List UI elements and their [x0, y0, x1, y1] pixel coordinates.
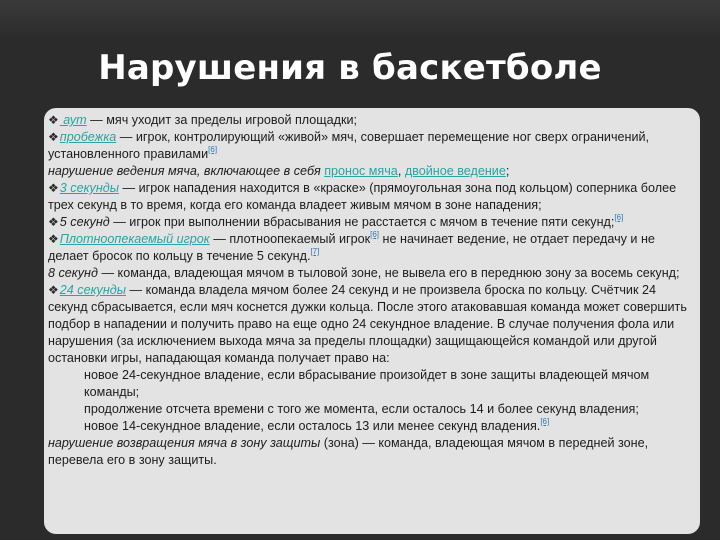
five-text: 5 секунд [59, 215, 110, 229]
item-shot-clock [48, 282, 698, 367]
bullet-icon: ❖ [48, 181, 59, 195]
link-three-seconds[interactable]: 3 секунды [59, 181, 119, 195]
bullet-icon: ❖ [48, 113, 59, 127]
link-aut[interactable]: аут [59, 113, 87, 127]
sub-item-3 [48, 418, 698, 435]
shot-clock-text: — команда владела мячом более 24 секунд и не произвела броска по кольцу. Счётчик 24 секунд сбрасывается, если мяч коснется дужки кольца. После этого атаковавшая команда может совершить подбор в нападении и получить право на еще одно 24 секундное владение. В случае получения фола или нарушения (за исключением выхода мяча за пределы площадки) защищающейся командой или другой остановки игры, нападающая команда получает право на: [48, 283, 687, 365]
item-dribble [48, 163, 698, 180]
item-three-seconds [48, 180, 698, 214]
item-five-seconds [48, 214, 698, 231]
dribble-text2: , включающее в себя [196, 164, 325, 178]
ref-sub3[interactable]: [6] [540, 417, 550, 426]
item-travel [48, 129, 698, 163]
pressed-text: — плотноопекаемый игрок [209, 232, 371, 246]
ref-travel[interactable]: [6] [208, 145, 218, 154]
aut-text: — мяч уходит за пределы игровой площадки; [86, 113, 358, 127]
semicolon: ; [505, 164, 510, 178]
eight-text2: — команда, владеющая мячом в тыловой зоне, не вывела его в переднюю зону за восемь секунд; [97, 266, 680, 280]
sub3-text: новое 14-секундное владение, если осталось 13 или менее секунд владения. [84, 419, 541, 433]
ref-pressed[interactable]: [6] [370, 230, 380, 239]
backcourt-text2: (зона) — команда, владеющая мячом в передней зоне, перевела его в зону защиты. [48, 436, 649, 467]
bullet-icon: ❖ [48, 283, 59, 297]
travel-text: — игрок, контролирующий «живой» мяч, совершает перемещение ног сверх ограничений, установленного правилами [48, 130, 650, 161]
link-double-dribble[interactable]: двойное ведение [404, 164, 506, 178]
dribble-text: нарушение ведения мяча [48, 164, 197, 178]
bullet-icon: ❖ [48, 130, 59, 144]
ref-five[interactable]: [6] [614, 213, 624, 222]
link-shot-clock[interactable]: 24 секунды [59, 283, 126, 297]
sub-item-1: новое 24-секундное владение, если вбрасывание произойдет в зоне защиты владеющей мячом команды; [84, 368, 650, 399]
slide-title: Нарушения в баскетболе [98, 48, 602, 88]
link-closely-guarded[interactable]: Плотноопекаемый игрок [59, 232, 210, 246]
item-closely-guarded [48, 231, 698, 265]
bullet-icon: ❖ [48, 232, 59, 246]
eight-text: 8 секунд [48, 266, 98, 280]
slide-top-band [0, 0, 720, 40]
five-text2: — игрок при выполнении вбрасывания не расстается с мячом в течение пяти секунд; [109, 215, 615, 229]
item-backcourt [48, 435, 698, 469]
item-aut [48, 112, 698, 129]
content-text [48, 112, 698, 469]
ref-pressed2[interactable]: [7] [310, 247, 320, 256]
backcourt-text: нарушение возвращения мяча в зону защиты [48, 436, 321, 450]
item-eight-seconds [48, 265, 698, 282]
three-text: — игрок нападения находится в «краске» (прямоугольная зона под кольцом) соперника более трех секунд в то время, когда его команда владеет живым мячом в зоне нападения; [48, 181, 677, 212]
comma: , [397, 164, 405, 178]
link-travel[interactable]: пробежка [59, 130, 117, 144]
link-carry[interactable]: пронос мяча [324, 164, 398, 178]
sub-item-2: продолжение отсчета времени с того же момента, если осталось 14 и более секунд владения; [84, 402, 639, 416]
pressed-text2: не начинает ведение, не отдает передачу и не делает бросок по кольцу в течение 5 секунд. [48, 232, 655, 263]
bullet-icon: ❖ [48, 215, 59, 229]
